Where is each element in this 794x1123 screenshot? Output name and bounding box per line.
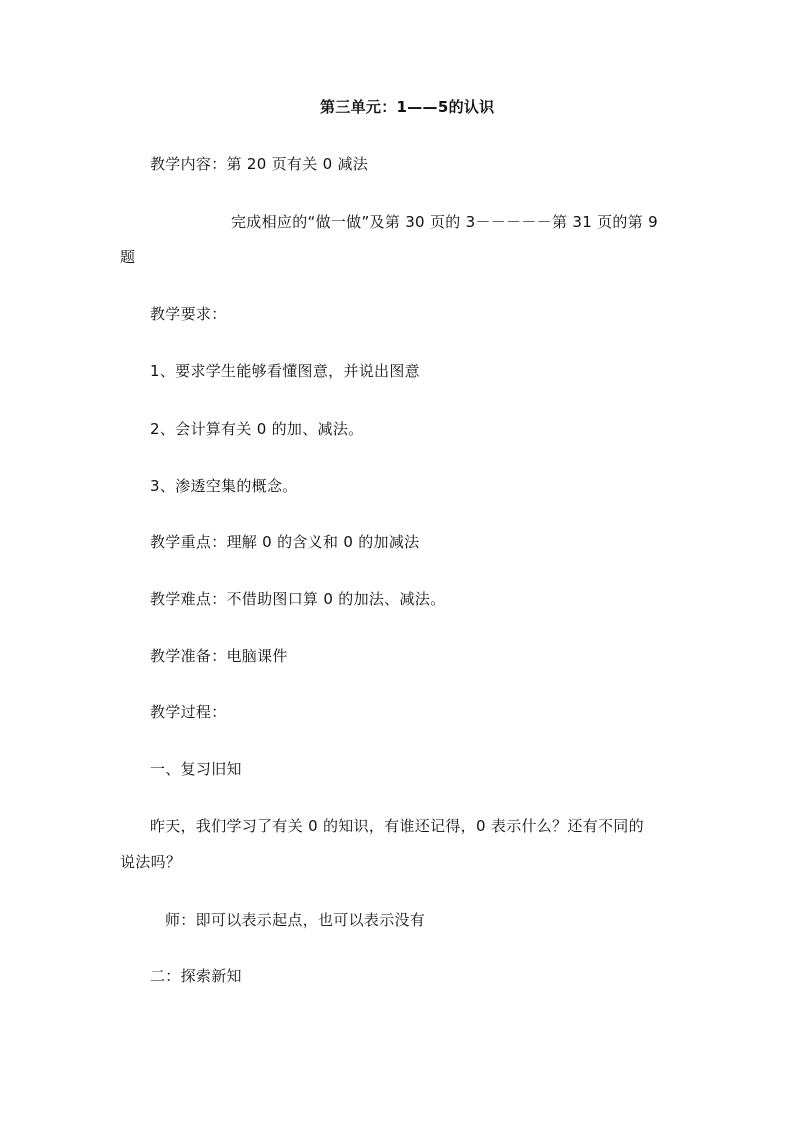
section-heading-2: 二：探索新知 <box>150 967 242 985</box>
review-paragraph-line-1: 昨天，我们学习了有关 0 的知识，有谁还记得，0 表示什么？还有不同的 <box>150 817 644 835</box>
preparation-line: 教学准备：电脑课件 <box>150 647 288 665</box>
teacher-statement: 师：即可以表示起点，也可以表示没有 <box>165 911 426 929</box>
teaching-content-continuation: 完成相应的“做一做”及第 30 页的 3－－－－－第 31 页的第 9 <box>231 213 658 231</box>
difficulty-line: 教学难点：不借助图口算 0 的加法、减法。 <box>150 590 446 608</box>
review-paragraph-line-2: 说法吗？ <box>120 853 182 871</box>
section-heading-1: 一、复习旧知 <box>150 760 242 778</box>
requirement-item-3: 3、渗透空集的概念。 <box>150 477 298 495</box>
requirement-item-2: 2、会计算有关 0 的加、减法。 <box>150 420 364 438</box>
key-point-line: 教学重点：理解 0 的含义和 0 的加减法 <box>150 533 420 551</box>
teaching-content-line: 教学内容：第 20 页有关 0 减法 <box>150 155 369 173</box>
requirements-heading: 教学要求： <box>150 305 227 323</box>
process-heading: 教学过程： <box>150 703 227 721</box>
requirement-item-1: 1、要求学生能够看懂图意，并说出图意 <box>150 362 420 380</box>
teaching-content-wrap: 题 <box>120 248 136 266</box>
document-title: 第三单元：1——5的认识 <box>320 98 495 116</box>
